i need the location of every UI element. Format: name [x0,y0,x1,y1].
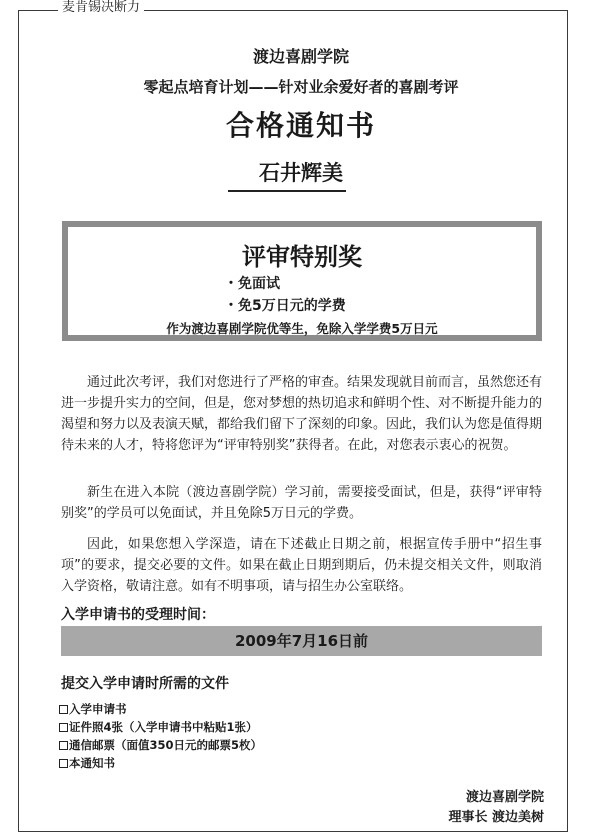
body-paragraph: 通过此次考评，我们对您进行了严格的审查。结果发现就目前而言，虽然您还有进一步提升实力的空间，但是，您对梦想的热切追求和鲜明个性、对不断提升能力的渴望和努力以及表演天赋，都给我们留下了深刻的印象。因此，我们认为您是值得期待未来的人才，特将您评为“评审特别奖”获得者。在此，对您表示衷心的祝贺。 [61,375,543,453]
deadline-label: 入学申请书的受理时间： [61,607,215,623]
checklist-item-label: 证件照4张（入学申请书中粘贴1张） [69,720,258,734]
checklist-item-label: 通信邮票（面值350日元的邮票5枚） [69,738,263,752]
program-title: 零起点培育计划——针对业余爱好者的喜剧考评 [143,78,459,96]
checklist-item [59,736,262,754]
document-title: 合格通知书 [225,109,376,142]
award-item: ・免面试 [224,276,280,292]
award-item: ・免5万日元的学费 [224,298,346,314]
body-paragraph: 因此，如果您想入学深造，请在下述截止日期之前，根据宣传手册中“招生事项”的要求，提交必要的文件。如果在截止日期到期后，仍未提交相关文件，则取消入学资格，敬请注意。如有不明事项，请与招生办公室联络。 [61,537,542,594]
checklist-item [59,718,262,736]
checkbox-icon [59,741,68,750]
checklist-item-label: 本通知书 [69,756,115,770]
book-header: 麦肯锡决断力 [58,0,144,16]
name-underline [228,190,346,192]
recipient-name: 石井辉美 [259,161,343,185]
documents-label: 提交入学申请时所需的文件 [61,676,229,692]
school-name: 渡边喜剧学院 [252,47,349,66]
checkbox-icon [59,723,68,732]
checklist-item [59,754,262,772]
checkbox-icon [59,705,68,714]
award-box [62,221,542,341]
checklist-item [59,700,262,718]
signature-org: 渡边喜剧学院 [465,790,544,805]
deadline-date: 2009年7月16日前 [61,626,542,656]
document-checklist [59,700,262,772]
checklist-item-label: 入学申请书 [69,702,127,716]
award-note: 作为渡边喜剧学院优等生，免除入学学费5万日元 [166,321,438,336]
award-title: 评审特别奖 [242,243,362,271]
body-paragraph: 新生在进入本院（渡边喜剧学院）学习前，需要接受面试，但是，获得“评审特别奖”的学员可以免面试，并且免除5万日元的学费。 [61,485,542,521]
checkbox-icon [59,759,68,768]
signature-signer: 理事长 渡边美树 [448,810,544,825]
